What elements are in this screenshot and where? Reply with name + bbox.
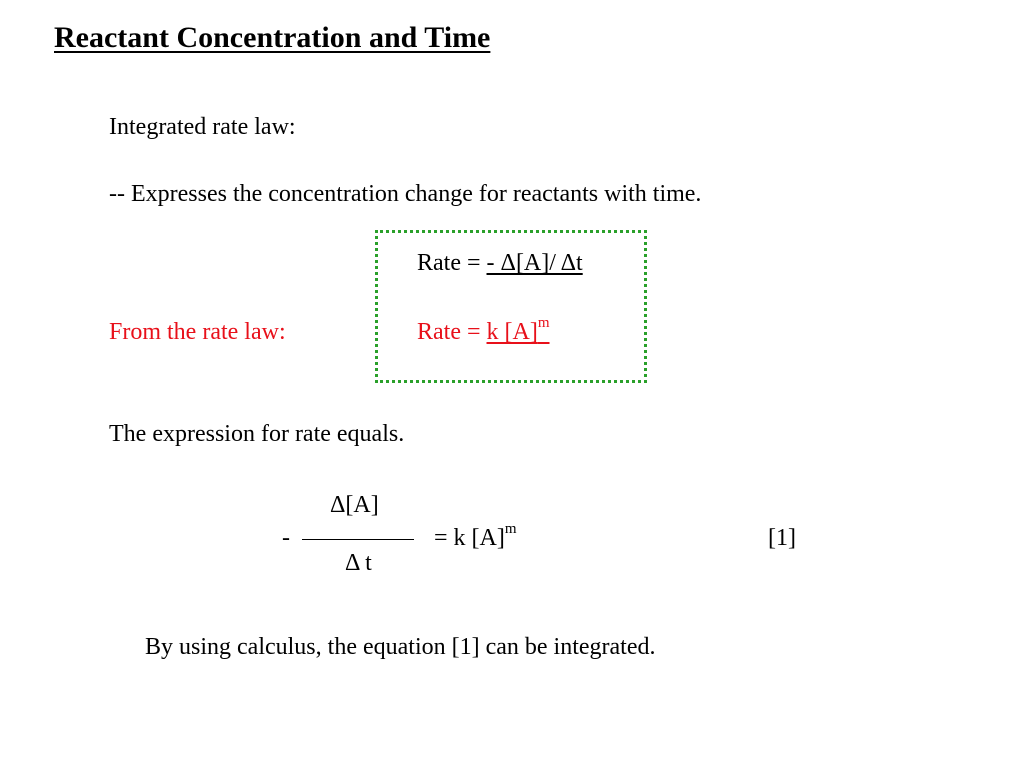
rate-law-rhs	[486, 315, 550, 345]
rate-law-equation	[417, 315, 550, 346]
rate-definition-lhs: Rate =	[417, 250, 487, 276]
rate-law-exponent: m	[537, 315, 550, 331]
rate-definition	[417, 250, 583, 277]
equation-rhs	[434, 521, 517, 552]
equation-numerator: Δ[A]	[330, 492, 379, 518]
intro-heading: Integrated rate law:	[109, 114, 296, 140]
intro-description: -- Expresses the concentration change for reactants with time.	[109, 181, 702, 207]
rate-law-lhs: Rate =	[417, 319, 487, 345]
equation-exponent: m	[504, 521, 517, 537]
rate-law-label: From the rate law:	[109, 319, 286, 345]
equation-rhs-base: = k [A]	[434, 525, 505, 551]
conclusion-text: By using calculus, the equation [1] can be integrated.	[145, 634, 656, 660]
page-title: Reactant Concentration and Time	[54, 21, 491, 54]
rate-law-rhs-base: k [A]	[486, 319, 538, 345]
equation-minus: -	[282, 525, 290, 551]
rate-definition-rhs: - Δ[A]/ Δt	[486, 250, 583, 276]
equation-number: [1]	[768, 525, 796, 551]
expression-text: The expression for rate equals.	[109, 421, 405, 447]
equation-denominator: Δ t	[345, 550, 372, 576]
fraction-bar	[302, 539, 414, 540]
